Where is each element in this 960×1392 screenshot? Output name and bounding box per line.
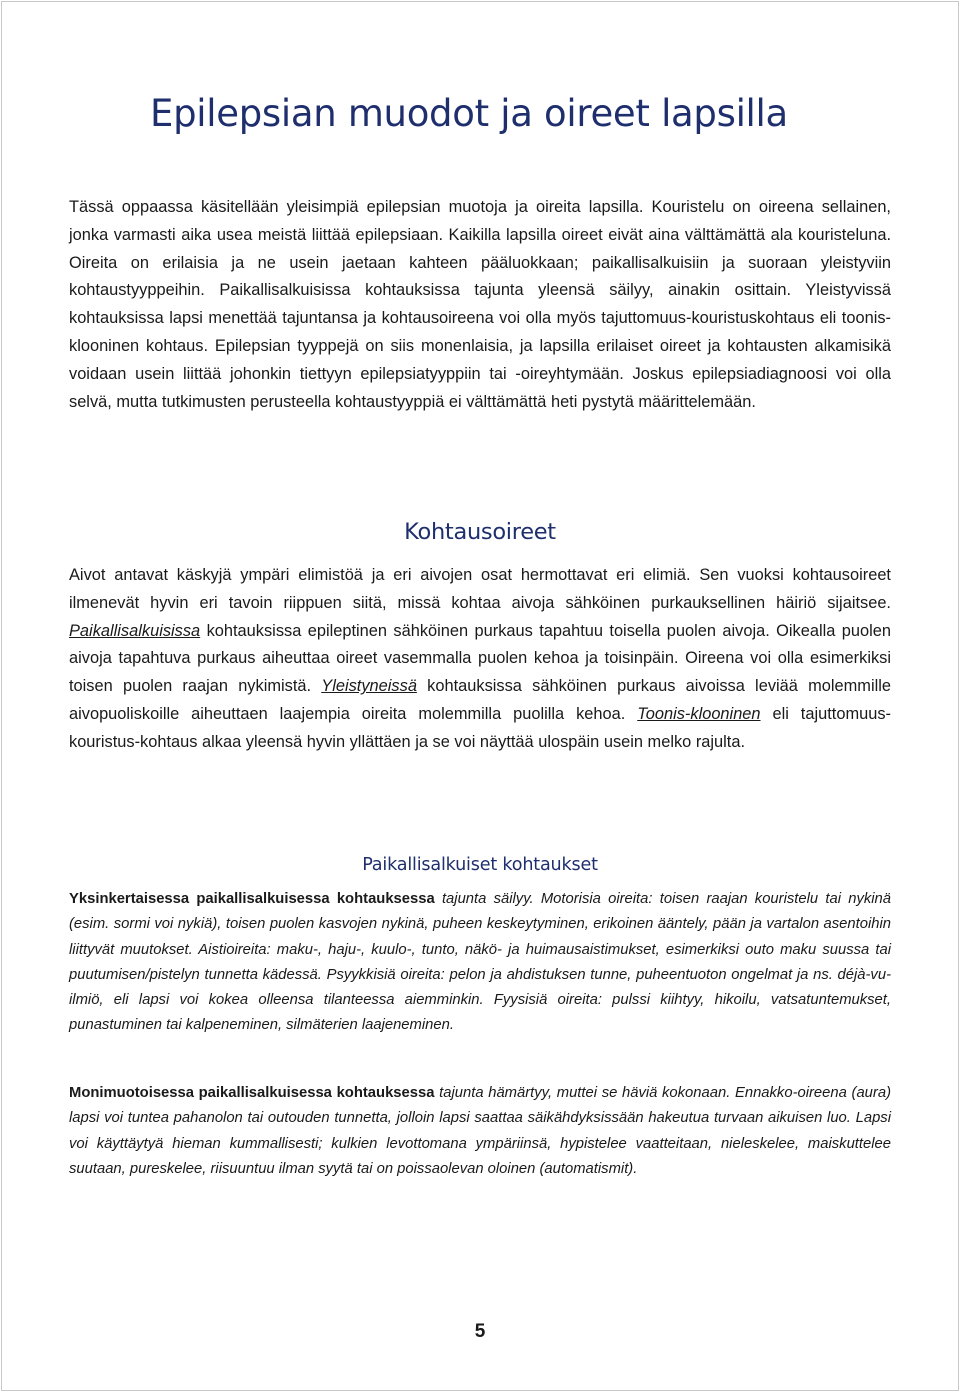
term-yleistyneissa: Yleistyneissä	[321, 677, 417, 696]
complex-partial-heading: Monimuotoisessa paikallisalkuisessa kohtauksessa	[69, 1085, 435, 1101]
complex-partial-seizure-paragraph	[69, 1081, 891, 1182]
term-toonis-klooninen: Toonis-klooninen	[637, 704, 761, 723]
simple-partial-text: tajunta säilyy. Motorisia oireita: toisen raajan kouristelu tai nykinä (esim. sormi voi nykiä), toisen puolen kasvojen nykinä, puheen keskeytyminen, erikoinen ääntely, pään ja vartalon asentoihin liittyvät muutokset. Aistioireita: maku-, haju-, kuulo-, tunto, näkö- ja huimausaistimukset, esimerkiksi outo maku suussa tai puutumisen/pistelyn tunnetta kädessä. Psyykkisiä oireita: pelon ja ahdistuksen tunne, puheentuoton ongelmat ja ns. déjà-vu-ilmiö, eli lapsi voi kokea olleensa tilanteessa aiemminkin. Fyysisiä oireita: pulssi kiihtyy, hikoilu, vatsatuntemukset, punastuminen tai kalpeneminen, silmäterien laajeneminen.	[69, 891, 891, 1034]
section-heading-kohtausoireet: Kohtausoireet	[404, 519, 556, 545]
intro-paragraph: Tässä oppaassa käsitellään yleisimpiä epilepsian muotoja ja oireita lapsilla. Kouristelu on oireena sellainen, jonka varmasti aika usea meistä liittää epilepsiaan. Kaikilla lapsilla oireet eivät aina välttämättä ala kouristeluna. Oireita on erilaisia ja ne usein jaetaan kahteen pääluokkaan; paikallisalkuisiin ja suoraan yleistyviin kohtaustyyppeihin. Paikallisalkuisissa kohtauksissa tajunta yleensä säilyy, ainakin osittain. Yleistyvissä kohtauksissa lapsi menettää tajuntansa ja kohtausoireena voi olla myös tajuttomuus-kouristuskohtaus eli toonis-klooninen kohtaus. Epilepsian tyyppejä on siis monenlaisia, ja lapsilla erilaiset oireet ja kohtausten alkamisikä voidaan usein liittää johonkin tiettyyn epilepsiatyyppiin tai -oireyhtymään. Joskus epilepsiadiagnoosi voi olla selvä, mutta tutkimusten perusteella kohtaustyyppiä ei välttämättä heti pystytä määrittelemään.	[69, 198, 891, 411]
text-segment: Aivot antavat käskyjä ympäri elimistöä ja eri aivojen osat hermottavat eri elimiä. Sen vuoksi kohtausoireet ilmenevät hyvin eri tavoin riippuen siitä, missä kohtaa aivoja sähköinen purkauksellinen häiriö sijaitsee.	[69, 566, 891, 612]
section-heading-paikallisalkuiset: Paikallisalkuiset kohtaukset	[362, 855, 598, 875]
text-segment: eli tajuttomuus-kouristus-kohtaus alkaa yleensä hyvin yllättäen ja se voi näyttää ulospäin usein melko rajulta.	[69, 704, 891, 751]
term-paikallisalkuisissa: Paikallisalkuisissa	[69, 621, 201, 640]
simple-partial-seizure-paragraph	[69, 887, 891, 1039]
page-number: 5	[474, 1321, 486, 1342]
kohtausoireet-paragraph	[69, 562, 891, 757]
simple-partial-heading: Yksinkertaisessa paikallisalkuisessa kohtauksessa	[69, 891, 435, 907]
text-segment: kohtauksissa sähköinen purkaus aivoissa leviää molemmille aivopuoliskoille aiheuttaen laajempia oireita molemmilla puolilla kehoa.	[69, 677, 891, 723]
page-title: Epilepsian muodot ja oireet lapsilla	[150, 92, 788, 135]
text-segment: kohtauksissa epileptinen sähköinen purkaus tapahtuu toisella puolen aivoja. Oikealla puolen aivoja tapahtuva purkaus aiheuttaa oireet vasemmalla puolen kehoa ja toisinpäin. Oireena voi olla esimerkiksi toisen puolen raajan nykimistä.	[69, 621, 891, 696]
complex-partial-text: tajunta hämärtyy, muttei se häviä kokonaan. Ennakko-oireena (aura) lapsi voi tuntea pahanolon tai outouden tunnetta, jolloin lapsi saattaa säikähdyksissään hakeutua turvaan aikuisen luo. Lapsi voi käyttäytyä hieman kummallisesti; kulkien levottomana ympäriinsä, hypistelee vaatteitaan, nieleskelee, maiskuttelee suutaan, pureskelee, riisuuntuu ilman syytä tai on poissaolevan oloinen (automatismit).	[69, 1085, 891, 1177]
